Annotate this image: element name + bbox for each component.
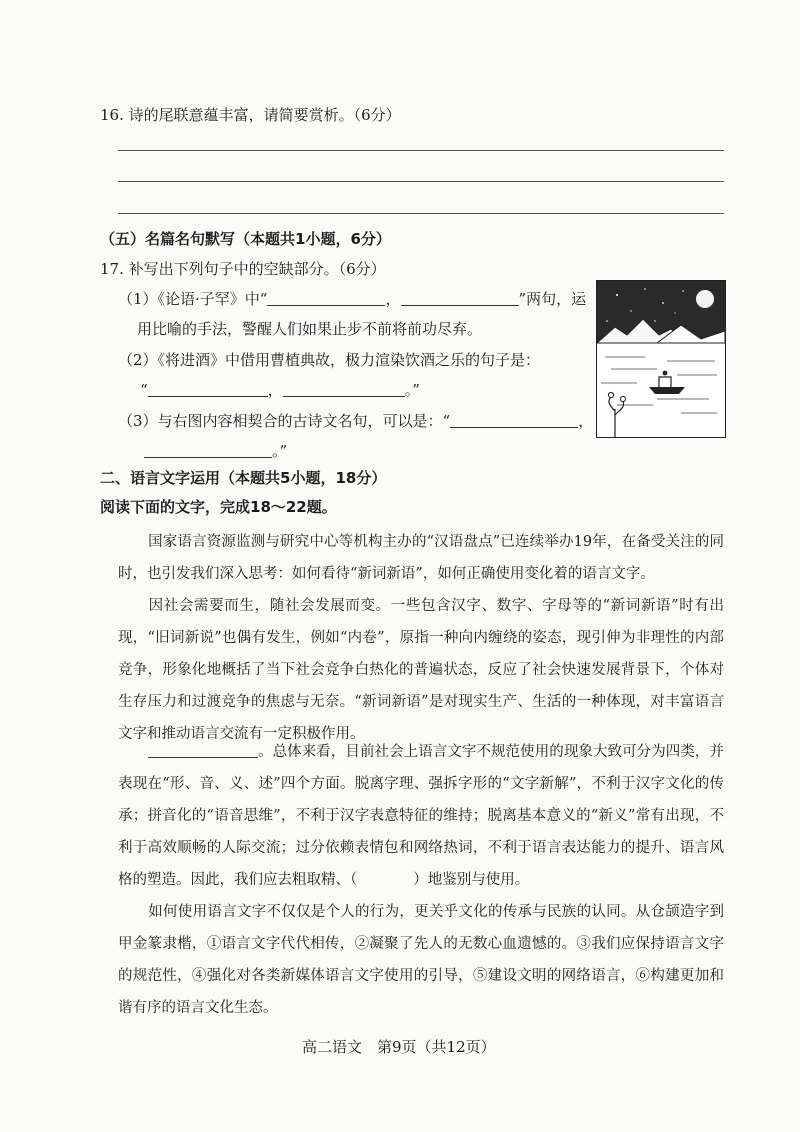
reading-instruction: 阅读下面的文字，完成18～22题。 — [100, 498, 337, 516]
answer-line[interactable] — [118, 181, 724, 182]
close-quote: 。” — [272, 442, 288, 460]
close-quote: 。” — [404, 381, 420, 399]
page-footer: 高二语文 第9页（共12页） — [302, 1038, 496, 1056]
part-1-text-c: ”两句，运 — [518, 290, 587, 308]
fill-blank[interactable] — [401, 291, 519, 306]
fill-blank[interactable] — [283, 382, 405, 397]
question-17-part-3 — [118, 410, 593, 431]
fill-blank[interactable] — [267, 291, 385, 306]
question-17-part-3-line-2 — [144, 440, 287, 461]
part-1-text-b: ， — [385, 290, 401, 308]
paragraph-2-text: 因社会需要而生，随社会发展而变。一些包含汉字、数字、字母等的“新词新语”时有出现，“旧词新说”也偶有发生，例如“内卷”，原指一种向内缠绕的姿态，现引伸为非理性的内部竞争，形象化地概括了当下社会竞争白热化的普遍状态，反应了社会快速发展背景下，个体对生存压力和过渡竞争的焦虑与无奈。“新词新语”是对现实生产、生活的一种体现，对丰富语言文字和推动语言交流有一定积极作用。 — [118, 598, 724, 742]
question-17-part-2: （2）《将进酒》中借用曹植典故，极力渲染饮酒之乐的句子是： — [118, 351, 541, 369]
landscape-illustration — [597, 281, 725, 437]
illustration-moonlit-boat — [596, 280, 726, 438]
fill-blank[interactable] — [148, 382, 268, 397]
fill-blank[interactable] — [450, 413, 578, 428]
paragraph-1-text: 国家语言资源监测与研究中心等机构主办的“汉语盘点”已连续举办19年，在备受关注的同时，也引发我们深入思考：如何看待“新词新语”，如何正确使用变化着的语言文字。 — [118, 534, 724, 582]
comma: ， — [267, 381, 283, 399]
part-3-text-a: （3）与右图内容相契合的古诗文名句，可以是：“ — [118, 412, 451, 430]
section-5-heading: （五）名篇名句默写（本题共1小题，6分） — [100, 230, 391, 248]
moon — [696, 290, 714, 308]
paragraph-3-text: 。总体来看，目前社会上语言文字不规范使用的现象大致可分为四类，并表现在“形、音、义、述”四个方面。脱离字理、强拆字形的“文字新解”，不利于汉字文化的传承；拼音化的“语音思维”，不利于汉字表意特征的维持；脱离基本意义的“新义”常有出现，不利于高效顺畅的人际交流；过分依赖表情包和网络热词，不利于语言表达能力的提升、语言风格的塑造。因此，我们应去粗取精、（ — [118, 744, 724, 888]
passage-paragraph-3 — [118, 736, 724, 896]
paragraph-3-end: ）地鉴别与使用。 — [413, 872, 530, 888]
passage-paragraph-1 — [118, 526, 724, 590]
comma: ， — [578, 412, 594, 430]
question-17-part-2-line-2 — [140, 379, 420, 400]
open-quote: “ — [140, 381, 148, 399]
paragraph-4-text: 如何使用语言文字不仅仅是个人的行为，更关乎文化的传承与民族的认同。从仓颉造字到甲金篆隶楷，①语言文字代代相传，②凝聚了先人的无数心血遗憾的。③我们应保持语言文字的规范性，④强化对各类新媒体语言文字使用的引导，⑤建设文明的网络语言，⑥构建更加和谐有序的语言文化生态。 — [118, 904, 724, 1016]
question-16: 16. 诗的尾联意蕴丰富，请简要赏析。（6分） — [100, 106, 401, 124]
boat — [649, 387, 685, 394]
fill-blank[interactable] — [144, 443, 272, 458]
question-17-part-1-line-2: 用比喻的手法，警醒人们如果止步不前将前功尽弃。 — [137, 320, 483, 338]
plant — [609, 397, 624, 437]
fill-blank[interactable] — [148, 743, 258, 758]
passage-paragraph-4 — [118, 896, 724, 1024]
question-17-part-1 — [118, 288, 586, 309]
answer-line[interactable] — [118, 213, 724, 214]
question-17-stem: 17. 补写出下列句子中的空缺部分。（6分） — [100, 260, 386, 278]
part-1-text-a: （1）《论语·子罕》中“ — [118, 290, 268, 308]
passage-paragraph-2 — [118, 590, 724, 750]
section-2-heading: 二、语言文字运用（本题共5小题，18分） — [100, 469, 387, 487]
answer-line[interactable] — [118, 150, 724, 151]
